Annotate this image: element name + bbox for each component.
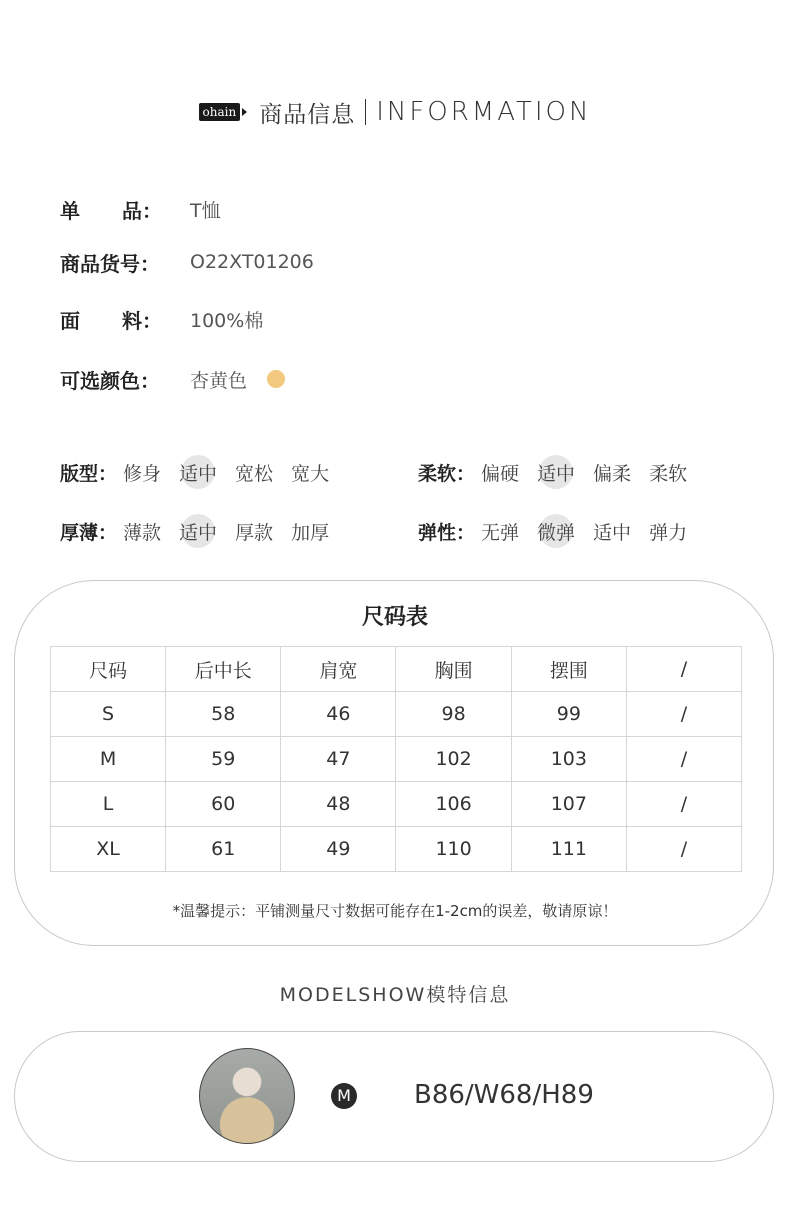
table-row xyxy=(51,827,742,872)
model-size-badge: M xyxy=(331,1083,357,1109)
model-info-card xyxy=(14,1031,774,1162)
table-cell: 58 xyxy=(166,692,281,737)
table-header-cell: 后中长 xyxy=(166,647,281,692)
table-cell: XL xyxy=(51,827,166,872)
section-header xyxy=(0,92,790,132)
attr-label: 弹性： xyxy=(418,521,476,544)
attr-option: 偏柔 xyxy=(593,462,632,485)
attr-option-selected: 适中 xyxy=(179,459,217,486)
info-value: T恤 xyxy=(190,199,221,222)
table-cell: 61 xyxy=(166,827,281,872)
table-cell: / xyxy=(626,737,741,782)
info-value: 杏黄色 xyxy=(190,369,248,392)
table-header-cell: 肩宽 xyxy=(281,647,396,692)
model-section-title: MODELSHOW模特信息 xyxy=(279,984,511,1006)
brand-logo xyxy=(199,103,248,121)
info-row-fabric xyxy=(60,304,263,334)
attr-option: 厚款 xyxy=(235,521,274,544)
table-cell: 111 xyxy=(511,827,626,872)
table-cell: 49 xyxy=(281,827,396,872)
table-cell: / xyxy=(626,827,741,872)
measurement-note: *温馨提示：平铺测量尺寸数据可能存在1-2cm的误差，敬请原谅！ xyxy=(172,902,618,920)
play-icon xyxy=(242,108,247,116)
attr-option-selected: 微弹 xyxy=(537,518,575,545)
attr-elasticity xyxy=(418,516,705,546)
attr-option: 偏硬 xyxy=(481,462,520,485)
info-label: 可选颜色： xyxy=(60,368,160,393)
attr-option: 宽大 xyxy=(291,462,330,485)
info-label: 商品货号： xyxy=(60,251,160,276)
table-cell: 59 xyxy=(166,737,281,782)
table-cell: 98 xyxy=(396,692,511,737)
attr-option: 宽松 xyxy=(235,462,274,485)
table-header-cell: 摆围 xyxy=(511,647,626,692)
attr-option: 无弹 xyxy=(481,521,520,544)
info-row-sku xyxy=(60,247,314,277)
info-value: O22XT01206 xyxy=(190,251,314,273)
info-row-color xyxy=(60,364,285,394)
attr-option-selected: 适中 xyxy=(537,459,575,486)
header-divider xyxy=(365,99,366,125)
table-row xyxy=(51,737,742,782)
attr-option-selected: 适中 xyxy=(179,518,217,545)
info-value: 100%棉 xyxy=(190,309,264,332)
info-label: 面 料： xyxy=(60,308,162,333)
table-cell: 47 xyxy=(281,737,396,782)
info-label: 单 品： xyxy=(60,198,162,223)
attr-thickness xyxy=(60,516,347,546)
attr-option: 弹力 xyxy=(649,521,688,544)
model-avatar xyxy=(199,1048,295,1144)
table-cell: 103 xyxy=(511,737,626,782)
attr-fit xyxy=(60,457,347,487)
color-swatch xyxy=(267,370,285,388)
attr-option: 加厚 xyxy=(291,521,330,544)
attr-label: 厚薄： xyxy=(60,521,118,544)
header-title-en: INFORMATION xyxy=(376,97,592,127)
table-header-cell: / xyxy=(626,647,741,692)
attr-option: 柔软 xyxy=(649,462,688,485)
table-header-cell: 胸围 xyxy=(396,647,511,692)
table-cell: / xyxy=(626,782,741,827)
table-cell: S xyxy=(51,692,166,737)
model-measurements: B86/W68/H89 xyxy=(414,1080,594,1110)
logo-text: ohain xyxy=(199,103,241,121)
table-row xyxy=(51,692,742,737)
table-cell: M xyxy=(51,737,166,782)
header-title-cn: 商品信息 xyxy=(259,101,356,128)
size-chart-title: 尺码表 xyxy=(361,605,428,630)
table-cell: 46 xyxy=(281,692,396,737)
table-cell: 99 xyxy=(511,692,626,737)
table-row xyxy=(51,782,742,827)
table-cell: / xyxy=(626,692,741,737)
table-cell: 106 xyxy=(396,782,511,827)
table-cell: 107 xyxy=(511,782,626,827)
table-cell: 48 xyxy=(281,782,396,827)
attr-option: 适中 xyxy=(593,521,632,544)
table-cell: L xyxy=(51,782,166,827)
attr-softness xyxy=(418,457,705,487)
attr-label: 柔软： xyxy=(418,462,476,485)
attr-label: 版型： xyxy=(60,462,118,485)
table-header-row xyxy=(51,647,742,692)
table-cell: 102 xyxy=(396,737,511,782)
table-cell: 110 xyxy=(396,827,511,872)
info-row-item xyxy=(60,194,221,224)
attr-option: 修身 xyxy=(123,462,162,485)
attr-option: 薄款 xyxy=(123,521,162,544)
table-cell: 60 xyxy=(166,782,281,827)
size-table xyxy=(50,646,742,872)
table-header-cell: 尺码 xyxy=(51,647,166,692)
